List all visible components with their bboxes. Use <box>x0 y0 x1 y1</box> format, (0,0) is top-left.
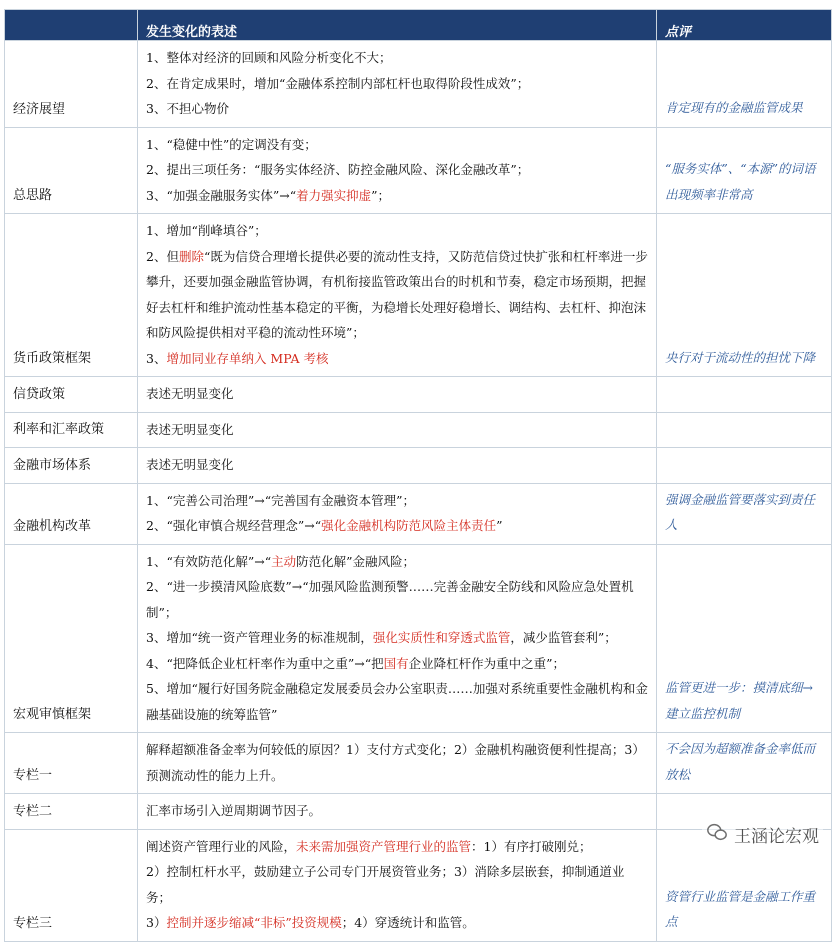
text-segment: ；4）穿透统计和监管。 <box>342 915 475 930</box>
table-row <box>5 483 832 544</box>
text-segment: 企业降杠杆作为重中之重”； <box>409 656 565 671</box>
row-topic: 专栏一 <box>5 733 138 794</box>
text-segment: 4、“把降低企业杠杆率作为重中之重”→“把 <box>146 656 384 671</box>
row-change <box>138 483 657 544</box>
header-topic <box>5 10 138 41</box>
row-topic: 金融市场体系 <box>5 448 138 484</box>
row-comment: 强调金融监管要落实到责任人 <box>657 483 832 544</box>
text-segment: 2、“强化审慎合规经营理念”→“ <box>146 518 321 533</box>
row-topic: 经济展望 <box>5 41 138 128</box>
change-line: 1、“稳健中性”的定调没有变； <box>146 132 648 158</box>
text-segment: “既为信贷合理增长提供必要的流动性支持，又防范信贷过快扩张和杠杆率进一步攀升，还要加强金融监管协调，有机衔接监管政策出台的时机和节奏，稳定市场预期，把握好去杠杆和维护流动性基本稳定的平衡，为稳增长处理好稳增长、调结构、去杠杆、抑泡沫和防风险提供相对平稳的流动性环境”； <box>146 249 648 341</box>
row-change <box>138 544 657 733</box>
row-comment <box>657 448 832 484</box>
policy-comparison-table <box>4 9 832 942</box>
change-line <box>146 910 648 936</box>
text-segment: ” <box>496 518 502 533</box>
change-line <box>146 834 648 860</box>
text-segment: 1、“有效防范化解”→“ <box>146 554 271 569</box>
highlight-text: 增加同业存单纳入 MPA 考核 <box>166 351 328 366</box>
table-row <box>5 214 832 377</box>
text-segment: 阐述资产管理行业的风险， <box>146 839 296 854</box>
row-comment <box>657 412 832 448</box>
change-line: 1、增加“削峰填谷”； <box>146 218 648 244</box>
change-line <box>146 625 648 651</box>
table-row <box>5 377 832 413</box>
change-line <box>146 244 648 346</box>
highlight-text: 强化金融机构防范风险主体责任 <box>321 518 496 533</box>
highlight-text: 控制并逐步缩减“非标”投资规模 <box>166 915 341 930</box>
change-line: 5、增加“履行好国务院金融稳定发展委员会办公室职责……加强对系统重要性金融机构和金融基础设施的统筹监管” <box>146 676 648 727</box>
text-segment: 2、但 <box>146 249 179 264</box>
row-comment: 不会因为超额准备金率低而放松 <box>657 733 832 794</box>
row-comment <box>657 377 832 413</box>
row-topic: 货币政策框架 <box>5 214 138 377</box>
highlight-text: 强化实质性和穿透式监管 <box>373 630 511 645</box>
text-segment: 3、 <box>146 351 166 366</box>
row-comment: 资管行 点 <box>657 829 832 941</box>
row-topic: 总思路 <box>5 127 138 214</box>
text-segment: ：1）有序打破刚兑； <box>471 839 591 854</box>
row-topic: 专栏二 <box>5 794 138 830</box>
table-row <box>5 41 832 128</box>
row-change: 表述无明显变化 <box>138 448 657 484</box>
watermark-text: 王涵论宏观 <box>734 822 819 847</box>
header-comment: 点评 <box>657 10 832 41</box>
change-line: 2）控制杠杆水平，鼓励建立子公司专门开展资管业务；3）消除多层嵌套，抑制通道业务； <box>146 859 648 910</box>
row-comment: 央行对于流动性的担忧下降 <box>657 214 832 377</box>
row-change <box>138 41 657 128</box>
change-line <box>146 183 648 209</box>
change-line: 1、“完善公司治理”→“完善国有金融资本管理”； <box>146 488 648 514</box>
row-topic: 专栏三 <box>5 829 138 941</box>
row-topic: 宏观审慎框架 <box>5 544 138 733</box>
table-row <box>5 544 832 733</box>
change-line: 1、整体对经济的回顾和风险分析变化不大； <box>146 45 648 71</box>
row-comment: “服务实体”、“本源”的词语出现频率非常高 <box>657 127 832 214</box>
change-line: 2、“进一步摸清风险底数”→“加强风险监测预警……完善金融安全防线和风险应急处置机制”； <box>146 574 648 625</box>
row-change <box>138 214 657 377</box>
change-line: 2、提出三项任务：“服务实体经济、防控金融风险、深化金融改革”； <box>146 157 648 183</box>
row-topic: 信贷政策 <box>5 377 138 413</box>
text-segment: 3） <box>146 915 166 930</box>
watermark <box>702 819 823 850</box>
text-segment: 3、增加“统一资产管理业务的标准规制， <box>146 630 373 645</box>
highlight-text: 删除 <box>179 249 204 264</box>
table-row <box>5 412 832 448</box>
wechat-icon <box>706 821 728 848</box>
change-line <box>146 549 648 575</box>
highlight-text: 国有 <box>384 656 409 671</box>
change-line <box>146 346 648 372</box>
table-row <box>5 733 832 794</box>
change-line: 3、不担心物价 <box>146 96 648 122</box>
highlight-text: 着力强实抑虚 <box>296 188 371 203</box>
header-change: 发生变化的表述 <box>138 10 657 41</box>
text-segment: ，减少监管套利”； <box>510 630 616 645</box>
row-change: 表述无明显变化 <box>138 412 657 448</box>
highlight-text: 未来需加强资产管理行业的监管 <box>296 839 471 854</box>
text-segment: 3、“加强金融服务实体”→“ <box>146 188 296 203</box>
highlight-text: 主动 <box>271 554 296 569</box>
row-change: 汇率市场引入逆周期调节因子。 <box>138 794 657 830</box>
change-line <box>146 513 648 539</box>
change-line: 2、在肯定成果时，增加“金融体系控制内部杠杆也取得阶段性成效”； <box>146 71 648 97</box>
row-topic: 利率和汇率政策 <box>5 412 138 448</box>
row-change <box>138 127 657 214</box>
table-row <box>5 448 832 484</box>
change-line <box>146 651 648 677</box>
row-change: 表述无明显变化 <box>138 377 657 413</box>
row-change <box>138 829 657 941</box>
table-row <box>5 127 832 214</box>
row-comment: 肯定现有的金融监管成果 <box>657 41 832 128</box>
row-topic: 金融机构改革 <box>5 483 138 544</box>
text-segment: ”； <box>371 188 390 203</box>
row-change: 解释超额准备金率为何较低的原因？1）支付方式变化；2）金融机构融资便利性提高；3）预测流动性的能力上升。 <box>138 733 657 794</box>
text-segment: 防范化解”金融风险； <box>296 554 415 569</box>
row-comment: 监管更进一步：摸清底细→建立监控机制 <box>657 544 832 733</box>
table-header-row <box>5 10 832 41</box>
